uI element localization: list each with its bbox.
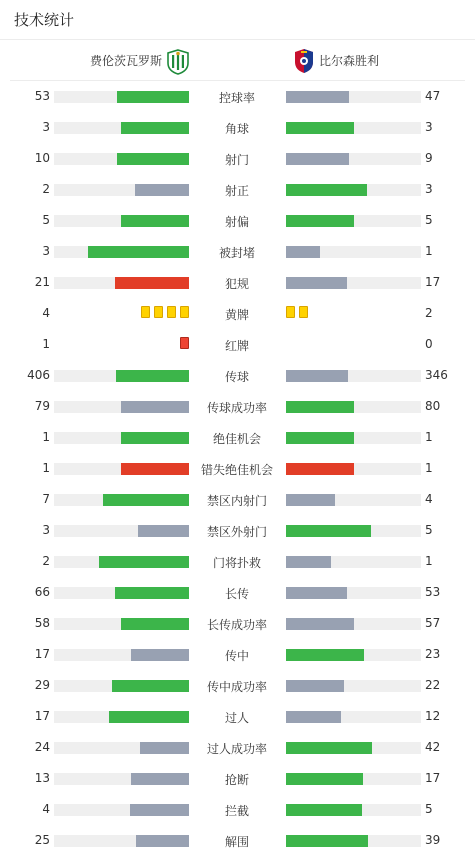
stat-row <box>0 89 475 120</box>
home-stat-bar <box>54 246 189 258</box>
away-stat-bar-fill <box>286 649 364 661</box>
home-stat-value: 4 <box>42 802 50 816</box>
stat-label: 禁区内射门 <box>206 494 267 508</box>
stat-row <box>0 337 475 368</box>
away-stat-bar <box>286 711 421 723</box>
stat-row <box>0 275 475 306</box>
home-stat-value: 10 <box>34 151 50 165</box>
stat-row <box>0 213 475 244</box>
away-stat-bar-fill <box>286 91 349 103</box>
home-stat-bar <box>54 649 189 661</box>
home-stat-bar <box>54 835 189 847</box>
away-stat-bar <box>286 835 421 847</box>
stat-row <box>0 151 475 182</box>
away-stat-value: 1 <box>425 244 433 258</box>
home-stat-bar <box>54 153 189 165</box>
away-stat-value: 53 <box>425 585 441 599</box>
home-team-logo-icon <box>166 49 190 75</box>
away-stat-bar <box>286 618 421 630</box>
home-stat-value: 3 <box>42 120 50 134</box>
home-stat-bar-fill <box>121 215 189 227</box>
home-stat-bar-fill <box>136 835 189 847</box>
stat-row <box>0 554 475 585</box>
red-card-icon <box>180 337 189 349</box>
home-stat-value: 2 <box>42 554 50 568</box>
home-stat-bar-fill <box>130 804 189 816</box>
away-stat-value: 0 <box>425 337 433 351</box>
away-stat-bar-fill <box>286 463 354 475</box>
stat-label: 门将扑救 <box>212 556 261 570</box>
away-stat-bar <box>286 556 421 568</box>
stat-row <box>0 802 475 833</box>
home-stat-bar <box>54 215 189 227</box>
stat-row <box>0 833 475 864</box>
home-stat-bar <box>54 463 189 475</box>
away-stat-value: 2 <box>425 306 433 320</box>
home-stat-value: 7 <box>42 492 50 506</box>
away-stat-value: 42 <box>425 740 441 754</box>
stat-label: 传中成功率 <box>206 680 267 694</box>
stat-row <box>0 678 475 709</box>
home-cards <box>141 306 189 318</box>
away-stat-bar-fill <box>286 401 354 413</box>
stat-label: 错失绝佳机会 <box>200 463 273 477</box>
stat-label: 禁区外射门 <box>206 525 267 539</box>
away-stat-value: 346 <box>425 368 448 382</box>
stat-label: 过人成功率 <box>206 742 267 756</box>
home-stat-bar <box>54 804 189 816</box>
home-stat-bar-fill <box>131 773 189 785</box>
away-stat-bar <box>286 215 421 227</box>
away-stat-bar-fill <box>286 680 344 692</box>
away-stat-value: 4 <box>425 492 433 506</box>
home-stat-bar <box>54 618 189 630</box>
header <box>0 0 475 40</box>
away-stat-value: 5 <box>425 523 433 537</box>
away-stat-bar-fill <box>286 184 367 196</box>
away-stat-bar-fill <box>286 773 363 785</box>
away-stat-value: 17 <box>425 275 441 289</box>
away-stat-bar <box>286 184 421 196</box>
page-title: 技术统计 <box>14 11 75 29</box>
away-stat-bar <box>286 370 421 382</box>
stat-row <box>0 523 475 554</box>
home-stat-bar <box>54 277 189 289</box>
stat-row <box>0 182 475 213</box>
away-stat-bar-fill <box>286 835 368 847</box>
away-stat-bar <box>286 277 421 289</box>
away-stat-bar-fill <box>286 370 348 382</box>
away-stat-value: 80 <box>425 399 441 413</box>
stat-row <box>0 771 475 802</box>
away-stat-bar-fill <box>286 711 341 723</box>
stat-row <box>0 244 475 275</box>
home-stat-value: 3 <box>42 244 50 258</box>
away-stat-bar <box>286 525 421 537</box>
stat-label: 红牌 <box>224 339 249 353</box>
stat-row <box>0 616 475 647</box>
home-stat-bar-fill <box>115 587 189 599</box>
home-stat-value: 1 <box>42 430 50 444</box>
away-stat-bar <box>286 91 421 103</box>
away-stat-bar-fill <box>286 277 347 289</box>
home-stat-value: 13 <box>34 771 50 785</box>
stat-label: 黄牌 <box>224 308 249 322</box>
stat-label: 抢断 <box>224 773 249 787</box>
home-stat-value: 58 <box>34 616 50 630</box>
away-stat-value: 9 <box>425 151 433 165</box>
home-stat-bar-fill <box>138 525 189 537</box>
stat-label: 拦截 <box>224 804 249 818</box>
away-cards <box>286 306 308 318</box>
away-stat-value: 1 <box>425 461 433 475</box>
home-stat-bar <box>54 587 189 599</box>
away-stat-bar-fill <box>286 494 335 506</box>
home-stat-bar-fill <box>112 680 189 692</box>
home-stat-bar <box>54 370 189 382</box>
stat-label: 控球率 <box>218 91 255 105</box>
home-stat-bar <box>54 401 189 413</box>
stat-row <box>0 709 475 740</box>
home-stat-bar-fill <box>121 618 189 630</box>
stat-row <box>0 492 475 523</box>
home-stat-bar <box>54 184 189 196</box>
away-stat-bar-fill <box>286 122 354 134</box>
stat-label: 犯规 <box>224 277 249 291</box>
away-stat-value: 3 <box>425 182 433 196</box>
stat-row <box>0 740 475 771</box>
away-stat-value: 5 <box>425 802 433 816</box>
stat-row <box>0 399 475 430</box>
home-stat-bar-fill <box>117 153 189 165</box>
stat-label: 解围 <box>224 835 249 849</box>
away-stat-value: 47 <box>425 89 441 103</box>
away-stat-bar-fill <box>286 153 349 165</box>
home-stat-value: 406 <box>27 368 50 382</box>
away-stat-value: 23 <box>425 647 441 661</box>
home-team-name: 费伦茨瓦罗斯 <box>90 54 163 68</box>
away-stat-value: 22 <box>425 678 441 692</box>
home-stat-bar-fill <box>99 556 189 568</box>
away-stat-value: 12 <box>425 709 441 723</box>
stat-label: 射偏 <box>224 215 249 229</box>
away-stat-value: 39 <box>425 833 441 847</box>
stat-row <box>0 585 475 616</box>
home-stat-bar <box>54 556 189 568</box>
home-stat-bar <box>54 742 189 754</box>
away-team-logo-icon <box>294 48 314 74</box>
away-stat-bar <box>286 494 421 506</box>
stat-label: 传中 <box>224 649 249 663</box>
away-stat-bar <box>286 587 421 599</box>
away-stat-bar-fill <box>286 246 320 258</box>
away-stat-bar <box>286 649 421 661</box>
home-stat-bar <box>54 773 189 785</box>
stat-label: 射门 <box>224 153 249 167</box>
home-stat-value: 4 <box>42 306 50 320</box>
home-stat-value: 3 <box>42 523 50 537</box>
home-stat-bar-fill <box>117 91 189 103</box>
home-stat-bar-fill <box>121 401 189 413</box>
home-stat-value: 25 <box>34 833 50 847</box>
away-stat-value: 1 <box>425 430 433 444</box>
away-stat-bar-fill <box>286 215 354 227</box>
away-stat-bar <box>286 773 421 785</box>
home-stat-value: 66 <box>34 585 50 599</box>
yellow-card-icon <box>167 306 176 318</box>
home-stat-value: 1 <box>42 461 50 475</box>
stat-label: 绝佳机会 <box>212 432 261 446</box>
stat-row <box>0 306 475 337</box>
home-stat-value: 2 <box>42 182 50 196</box>
stat-label: 长传成功率 <box>206 618 267 632</box>
home-stat-value: 17 <box>34 709 50 723</box>
home-stat-bar <box>54 680 189 692</box>
yellow-card-icon <box>154 306 163 318</box>
stat-label: 传球 <box>224 370 249 384</box>
away-stat-bar <box>286 401 421 413</box>
stat-label: 角球 <box>224 122 249 136</box>
away-stat-bar <box>286 742 421 754</box>
home-stat-value: 21 <box>34 275 50 289</box>
home-stat-value: 5 <box>42 213 50 227</box>
home-stat-bar <box>54 494 189 506</box>
yellow-card-icon <box>180 306 189 318</box>
stat-row <box>0 461 475 492</box>
away-stat-bar <box>286 122 421 134</box>
home-stat-value: 1 <box>42 337 50 351</box>
away-stat-bar <box>286 680 421 692</box>
home-stat-value: 29 <box>34 678 50 692</box>
away-stat-bar-fill <box>286 525 371 537</box>
yellow-card-icon <box>286 306 295 318</box>
away-stat-value: 3 <box>425 120 433 134</box>
away-stat-bar-fill <box>286 618 354 630</box>
home-stat-value: 79 <box>34 399 50 413</box>
stat-row <box>0 120 475 151</box>
away-stat-value: 17 <box>425 771 441 785</box>
home-stat-value: 24 <box>34 740 50 754</box>
yellow-card-icon <box>299 306 308 318</box>
home-stat-bar-fill <box>116 370 189 382</box>
away-stat-bar-fill <box>286 432 354 444</box>
home-stat-bar <box>54 91 189 103</box>
home-stat-bar-fill <box>121 432 189 444</box>
home-stat-bar-fill <box>88 246 189 258</box>
home-stat-bar-fill <box>140 742 189 754</box>
home-stat-bar <box>54 525 189 537</box>
stat-label: 长传 <box>224 587 249 601</box>
away-stat-value: 1 <box>425 554 433 568</box>
home-stat-bar-fill <box>103 494 189 506</box>
home-stat-bar-fill <box>135 184 189 196</box>
away-stat-bar <box>286 432 421 444</box>
away-stat-bar <box>286 246 421 258</box>
away-stat-bar <box>286 804 421 816</box>
stat-label: 传球成功率 <box>206 401 267 415</box>
home-stat-value: 53 <box>34 89 50 103</box>
away-stat-value: 5 <box>425 213 433 227</box>
home-stat-bar-fill <box>121 463 189 475</box>
stat-row <box>0 368 475 399</box>
home-stat-bar <box>54 122 189 134</box>
team-header <box>10 40 465 81</box>
away-stat-bar-fill <box>286 587 347 599</box>
home-stat-bar <box>54 432 189 444</box>
away-stat-bar-fill <box>286 742 372 754</box>
home-stat-bar-fill <box>115 277 189 289</box>
away-stat-value: 57 <box>425 616 441 630</box>
home-cards <box>180 337 189 349</box>
home-stat-value: 17 <box>34 647 50 661</box>
away-team-name: 比尔森胜利 <box>319 54 380 68</box>
home-stat-bar <box>54 711 189 723</box>
away-stat-bar-fill <box>286 556 331 568</box>
away-stat-bar <box>286 463 421 475</box>
yellow-card-icon <box>141 306 150 318</box>
stat-label: 射正 <box>224 184 249 198</box>
stat-label: 被封堵 <box>218 246 255 260</box>
stat-row <box>0 647 475 678</box>
home-stat-bar-fill <box>121 122 189 134</box>
home-stat-bar-fill <box>131 649 189 661</box>
stat-row <box>0 430 475 461</box>
home-stat-bar-fill <box>109 711 189 723</box>
stat-label: 过人 <box>224 711 249 725</box>
away-stat-bar <box>286 153 421 165</box>
away-stat-bar-fill <box>286 804 362 816</box>
